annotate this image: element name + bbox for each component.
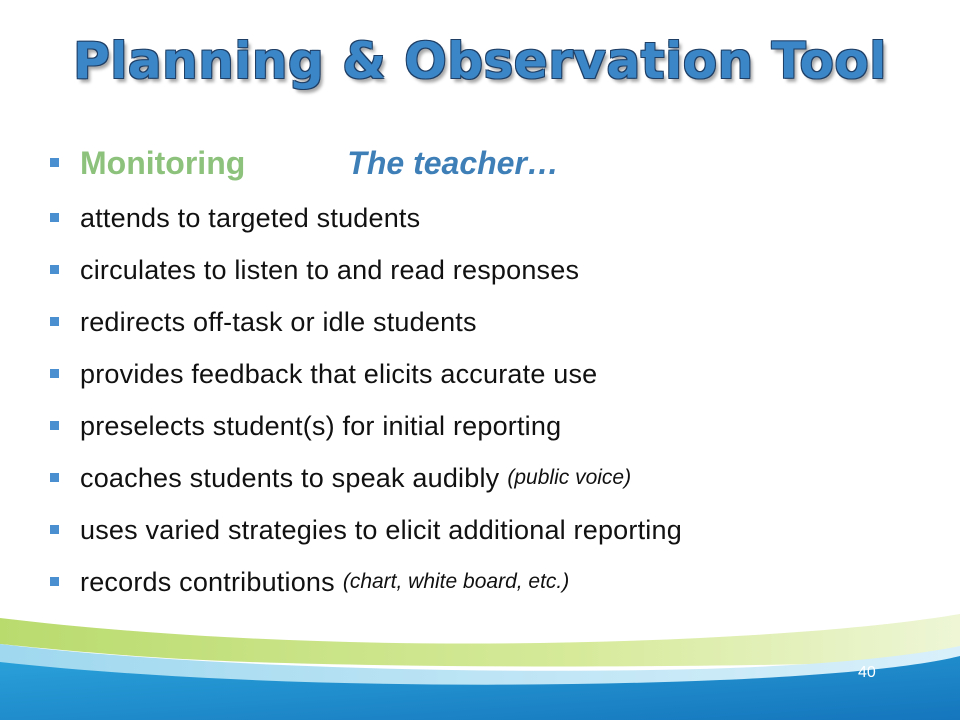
list-item-text: redirects off-task or idle students (80, 306, 477, 337)
list-item-text: provides feedback that elicits accurate use (80, 358, 598, 389)
list-item (50, 348, 682, 400)
square-bullet-icon (50, 213, 59, 222)
list-item-text: attends to targeted students (80, 202, 421, 233)
list-item-text: preselects student(s) for initial reporting (80, 410, 562, 441)
list-item (50, 400, 682, 452)
heading-subject: The teacher… (347, 144, 559, 181)
square-bullet-icon (50, 473, 59, 482)
square-bullet-icon (50, 369, 59, 378)
slide-title: Planning & Observation Tool (73, 32, 887, 90)
square-bullet-icon (50, 577, 59, 586)
square-bullet-icon (50, 317, 59, 326)
bullet-list (50, 134, 682, 608)
list-item-text: uses varied strategies to elicit additional reporting (80, 514, 682, 545)
page-number: 40 (858, 664, 876, 681)
square-bullet-icon (50, 525, 59, 534)
list-item (50, 192, 682, 244)
square-bullet-icon (50, 158, 59, 167)
list-item-note: (chart, white board, etc.) (342, 570, 570, 593)
decorative-wave (0, 600, 960, 720)
list-item (50, 244, 682, 296)
square-bullet-icon (50, 421, 59, 430)
heading-row (50, 134, 682, 192)
list-item (50, 296, 682, 348)
list-item (50, 504, 682, 556)
list-item (50, 452, 682, 504)
square-bullet-icon (50, 265, 59, 274)
list-item-text: circulates to listen to and read responses (80, 254, 580, 285)
list-item-text: coaches students to speak audibly (80, 462, 500, 493)
list-item-text: records contributions (80, 566, 335, 597)
heading-label: Monitoring (80, 144, 246, 181)
list-item-note: (public voice) (507, 466, 632, 489)
